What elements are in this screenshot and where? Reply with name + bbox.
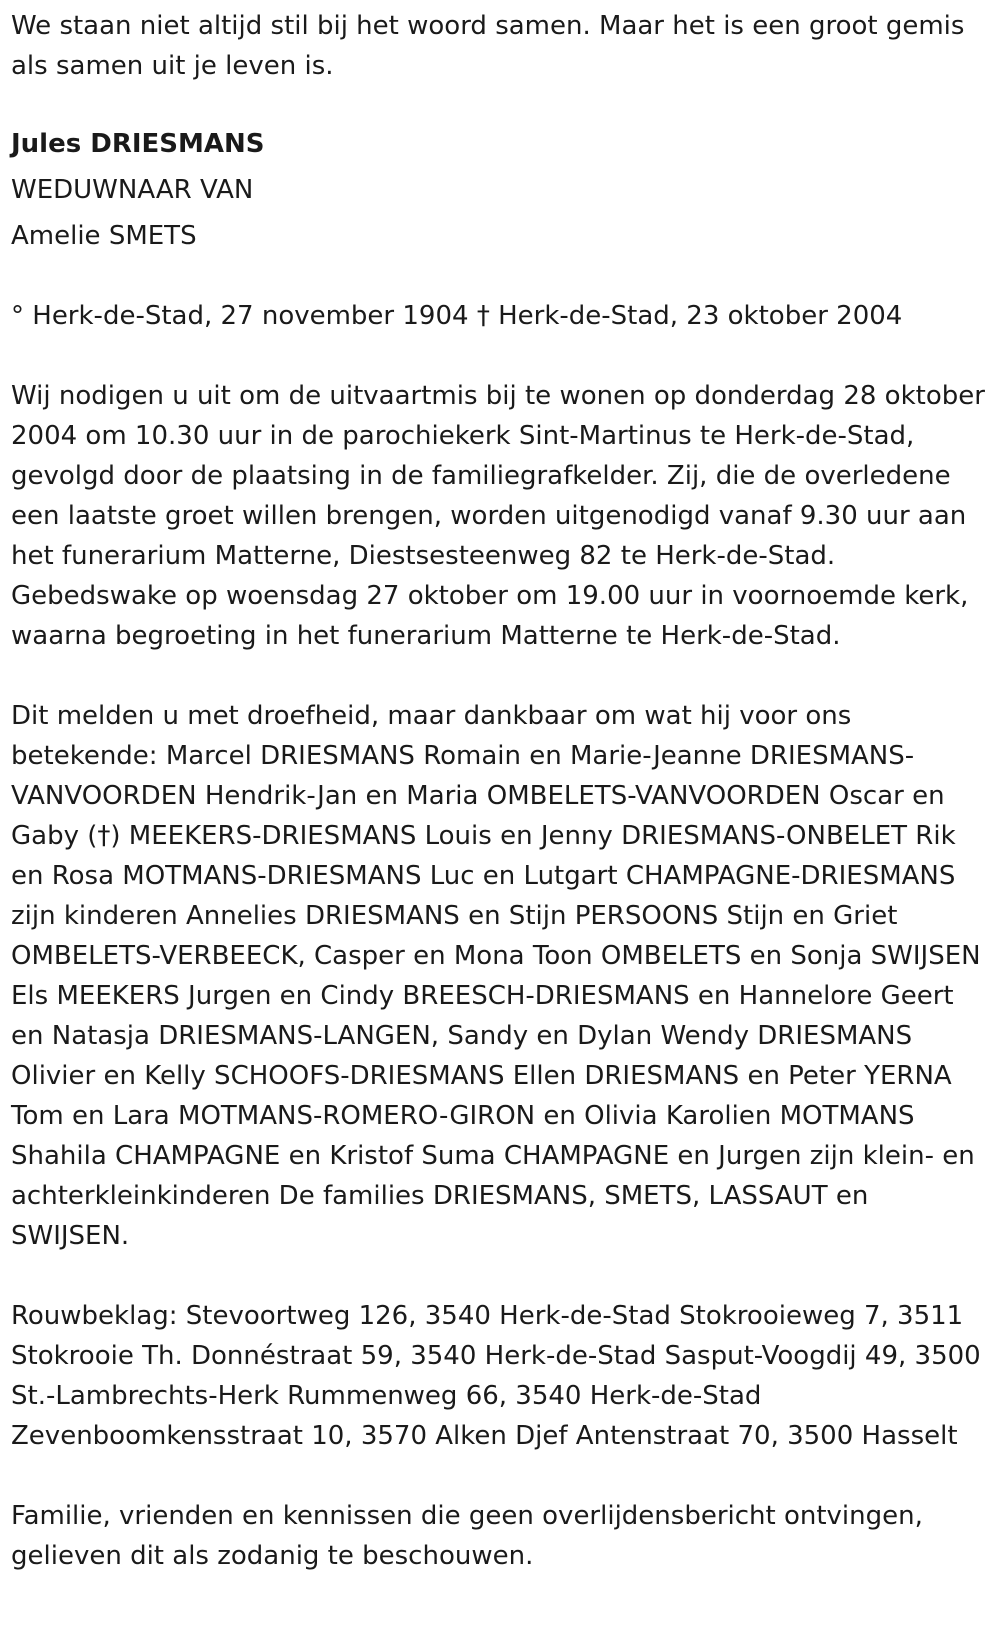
- relation-label: WEDUWNAAR VAN: [11, 175, 254, 205]
- deceased-name: Jules DRIESMANS: [11, 129, 265, 159]
- spouse-name: Amelie SMETS: [11, 221, 197, 251]
- condolences-paragraph: Rouwbeklag: Stevoortweg 126, 3540 Herk-de-Stad Stokrooieweg 7, 3511 Stokrooie Th. Donnéstraat 59, 3540 Herk-de-Stad Sasput-Voogdij 49, 3500 St.-Lambrechts-Herk Rummenweg 66, 3540 Herk-de-Stad Zevenboomkensstraat 10, 3570 Alken Djef Antenstraat 70, 3500 Hasselt: [11, 1301, 981, 1451]
- life-dates: ° Herk-de-Stad, 27 november 1904 † Herk-de-Stad, 23 oktober 2004: [11, 301, 903, 331]
- family-paragraph: Dit melden u met droefheid, maar dankbaar om wat hij voor ons betekende: Marcel DRIESMANS Romain en Marie-Jeanne DRIESMANS-VANVOORDEN Hendrik-Jan en Maria OMBELETS-VANVOORDEN Oscar en Gaby (†) MEEKERS-DRIESMANS Louis en Jenny DRIESMANS-ONBELET Rik en Rosa MOTMANS-DRIESMANS Luc en Lutgart CHAMPAGNE-DRIESMANS zijn kinderen Annelies DRIESMANS en Stijn PERSOONS Stijn en Griet OMBELETS-VERBEECK, Casper en Mona Toon OMBELETS en Sonja SWIJSEN Els MEEKERS Jurgen en Cindy BREESCH-DRIESMANS en Hannelore Geert en Natasja DRIESMANS-LANGEN, Sandy en Dylan Wendy DRIESMANS Olivier en Kelly SCHOOFS-DRIESMANS Ellen DRIESMANS en Peter YERNA Tom en Lara MOTMANS-ROMERO-GIRON en Olivia Karolien MOTMANS Shahila CHAMPAGNE en Kristof Suma CHAMPAGNE en Jurgen zijn klein- en achterkleinkinderen De families DRIESMANS, SMETS, LASSAUT en SWIJSEN.: [11, 701, 981, 1251]
- ceremony-paragraph: Wij nodigen u uit om de uitvaartmis bij te wonen op donderdag 28 oktober 2004 om 10.30 uur in de parochiekerk Sint-Martinus te Herk-de-Stad, gevolgd door de plaatsing in de familiegrafkelder. Zij, die de overledene een laatste groet willen brengen, worden uitgenodigd vanaf 9.30 uur aan het funerarium Matterne, Diestsesteenweg 82 te Herk-de-Stad. Gebedswake op woensdag 27 oktober om 19.00 uur in voornoemde kerk, waarna begroeting in het funerarium Matterne te Herk-de-Stad.: [11, 381, 985, 651]
- intro-text: We staan niet altijd stil bij het woord samen. Maar het is een groot gemis als samen uit je leven is.: [11, 11, 965, 81]
- closing-paragraph: Familie, vrienden en kennissen die geen overlijdensbericht ontvingen, gelieven dit als zodanig te beschouwen.: [11, 1501, 923, 1571]
